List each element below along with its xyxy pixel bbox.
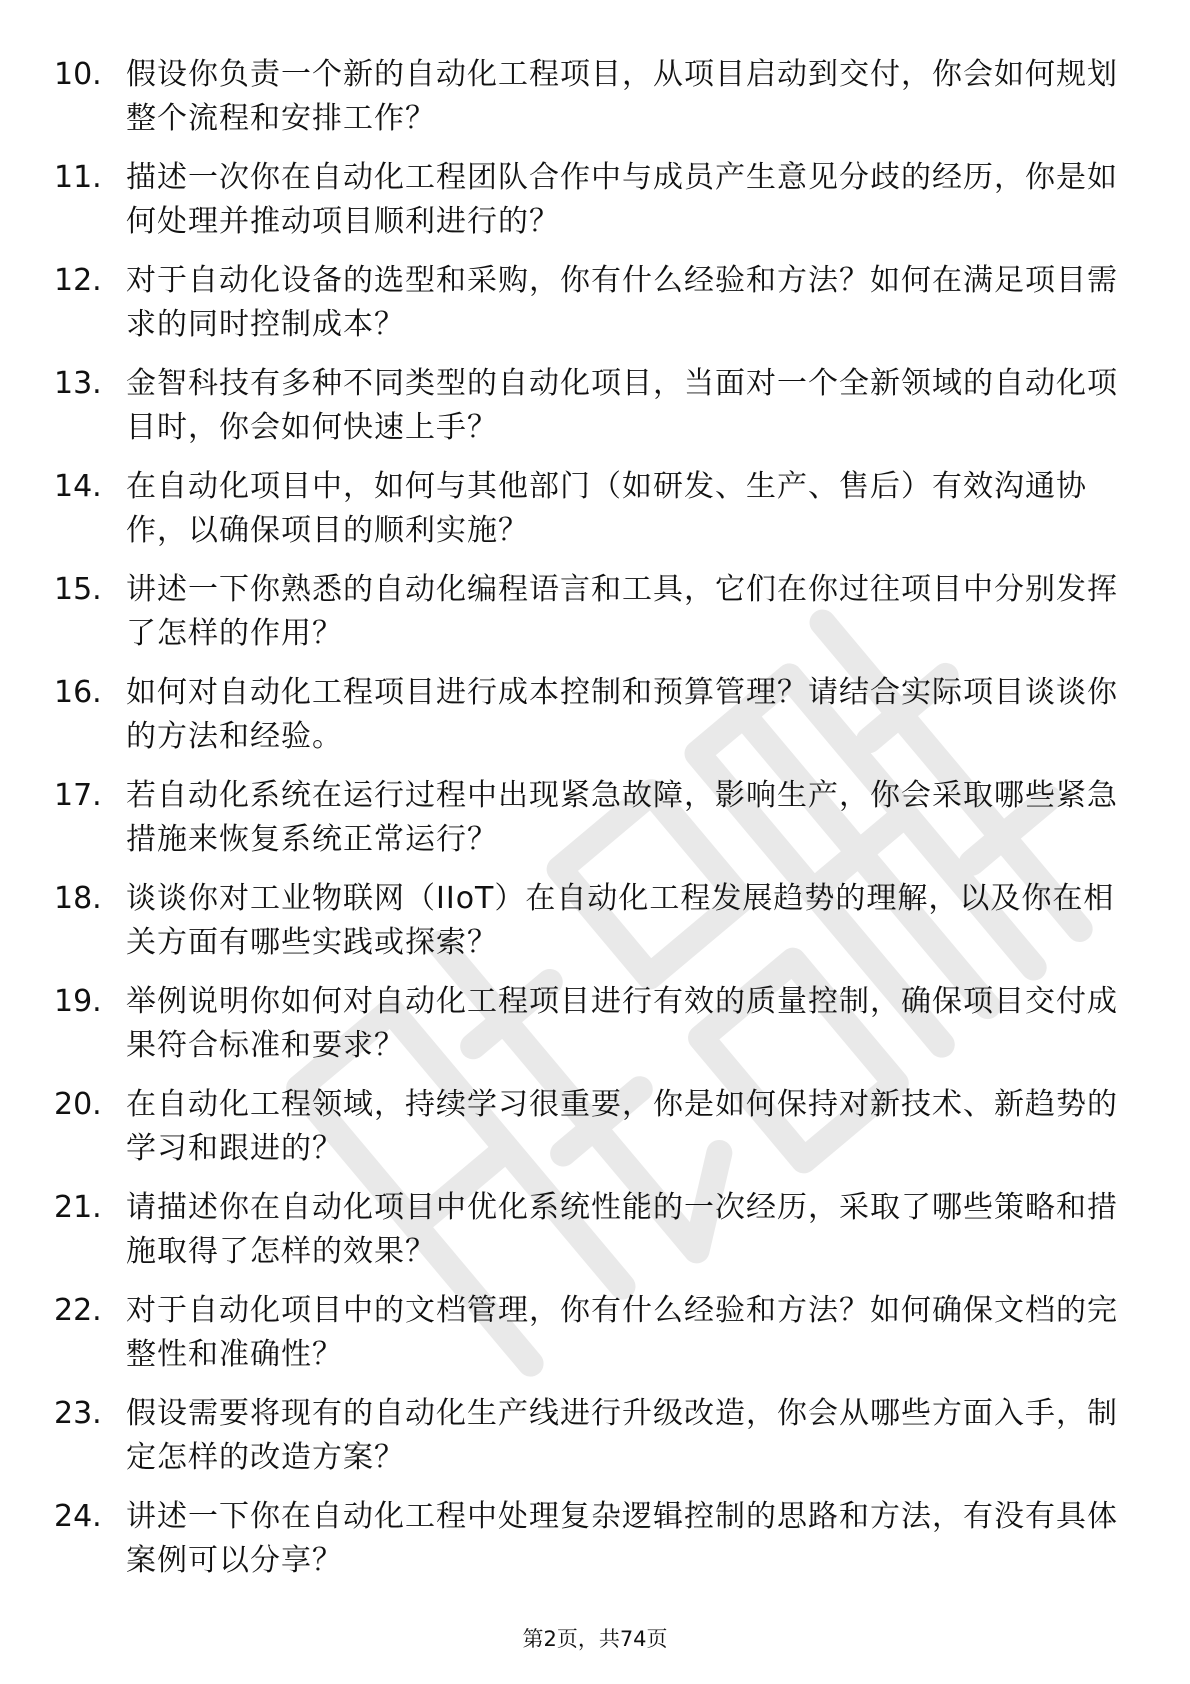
question-number: 21. [54, 1190, 102, 1225]
question-text: 假设需要将现有的自动化生产线进行升级改造，你会从哪些方面入手，制定怎样的改造方案？ [126, 1396, 1118, 1475]
list-item [54, 53, 1154, 156]
list-item [54, 671, 1154, 774]
question-number: 18. [54, 881, 102, 916]
question-number: 23. [54, 1396, 102, 1431]
question-text: 金智科技有多种不同类型的自动化项目，当面对一个全新领域的自动化项目时，你会如何快速上手？ [126, 366, 1118, 445]
question-text: 在自动化项目中，如何与其他部门（如研发、生产、售后）有效沟通协作，以确保项目的顺利实施？ [126, 469, 1087, 548]
list-item [54, 1083, 1154, 1186]
question-text: 举例说明你如何对自动化工程项目进行有效的质量控制，确保项目交付成果符合标准和要求？ [126, 984, 1118, 1063]
question-text: 讲述一下你在自动化工程中处理复杂逻辑控制的思路和方法，有没有具体案例可以分享？ [126, 1499, 1118, 1578]
question-list [54, 53, 1154, 1598]
list-item [54, 1392, 1154, 1495]
question-number: 19. [54, 984, 102, 1019]
list-item [54, 259, 1154, 362]
question-number: 17. [54, 778, 102, 813]
question-text: 谈谈你对工业物联网（IIoT）在自动化工程发展趋势的理解，以及你在相关方面有哪些实践或探索？ [126, 881, 1115, 960]
question-number: 22. [54, 1293, 102, 1328]
list-item [54, 1495, 1154, 1598]
page-footer: 第2页，共74页 [522, 1627, 668, 1651]
question-text: 如何对自动化工程项目进行成本控制和预算管理？请结合实际项目谈谈你的方法和经验。 [126, 675, 1118, 754]
question-text: 讲述一下你熟悉的自动化编程语言和工具，它们在你过往项目中分别发挥了怎样的作用？ [126, 572, 1118, 651]
question-number: 16. [54, 675, 102, 710]
question-text: 假设你负责一个新的自动化工程项目，从项目启动到交付，你会如何规划整个流程和安排工作？ [126, 57, 1118, 136]
question-number: 15. [54, 572, 102, 607]
question-text: 对于自动化项目中的文档管理，你有什么经验和方法？如何确保文档的完整性和准确性？ [126, 1293, 1118, 1372]
question-number: 12. [54, 263, 102, 298]
list-item [54, 1186, 1154, 1289]
question-number: 10. [54, 57, 102, 92]
question-text: 对于自动化设备的选型和采购，你有什么经验和方法？如何在满足项目需求的同时控制成本？ [126, 263, 1118, 342]
list-item [54, 1289, 1154, 1392]
question-number: 24. [54, 1499, 102, 1534]
question-number: 13. [54, 366, 102, 401]
question-number: 11. [54, 160, 102, 195]
question-number: 20. [54, 1087, 102, 1122]
list-item [54, 362, 1154, 465]
list-item [54, 465, 1154, 568]
question-text: 描述一次你在自动化工程团队合作中与成员产生意见分歧的经历，你是如何处理并推动项目顺利进行的？ [126, 160, 1118, 239]
list-item [54, 774, 1154, 877]
question-text: 若自动化系统在运行过程中出现紧急故障，影响生产，你会采取哪些紧急措施来恢复系统正常运行？ [126, 778, 1118, 857]
question-text: 请描述你在自动化项目中优化系统性能的一次经历，采取了哪些策略和措施取得了怎样的效果？ [126, 1190, 1118, 1269]
question-number: 14. [54, 469, 102, 504]
question-text: 在自动化工程领域，持续学习很重要，你是如何保持对新技术、新趋势的学习和跟进的？ [126, 1087, 1118, 1166]
list-item [54, 877, 1154, 980]
list-item [54, 568, 1154, 671]
list-item [54, 156, 1154, 259]
list-item [54, 980, 1154, 1083]
